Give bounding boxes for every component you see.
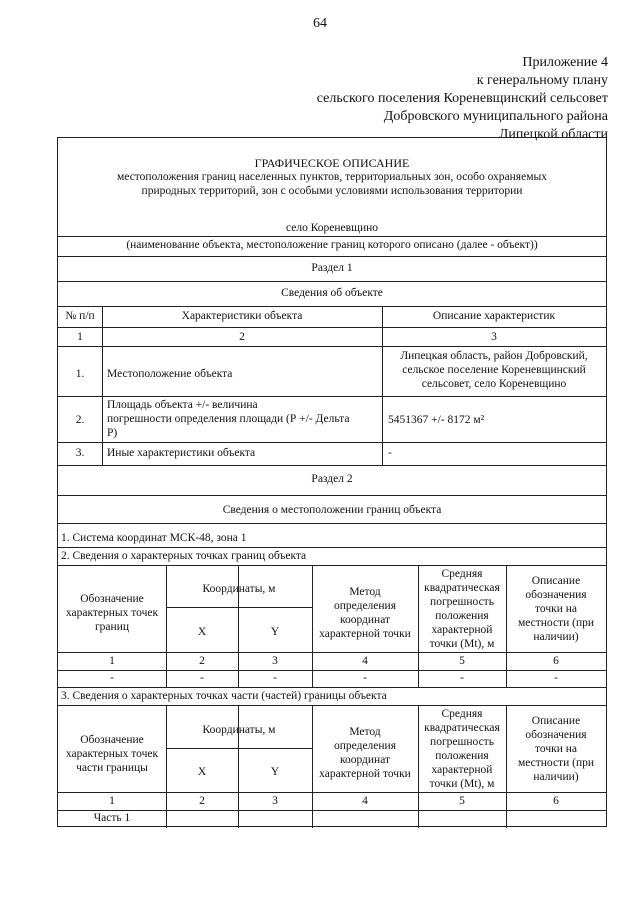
dash-cell: -	[554, 672, 558, 684]
dash-cell: -	[273, 672, 277, 684]
idx-cell: 1	[109, 795, 115, 807]
idx-cell: 4	[362, 795, 368, 807]
method-header-line: определения	[333, 600, 396, 612]
designation-part-header-line: Обозначение	[80, 734, 144, 746]
error-header-line: точки (Mt), м	[429, 778, 495, 790]
form-subtitle-2: природных территорий, зон с особыми условиями использования территории	[141, 185, 523, 197]
coordinate-system: 1. Система координат МСК-48, зона 1	[61, 532, 247, 544]
error-header-line: квадратическая	[424, 582, 500, 594]
method-header-line: характерной точки	[319, 628, 411, 640]
annex-header	[228, 54, 608, 144]
dash-cell: -	[460, 672, 464, 684]
section1-title: Раздел 1	[311, 262, 353, 274]
designation-header-line: характерных точек	[65, 607, 159, 619]
method-header-line: определения	[333, 740, 396, 752]
idx-cell: 4	[362, 655, 368, 667]
idx-cell: 2	[239, 331, 245, 343]
y-header: Y	[270, 766, 280, 778]
dash-cell: -	[200, 672, 204, 684]
description-header-line: точки на	[535, 603, 577, 615]
row-num: 2.	[75, 414, 85, 426]
row-label-line: Р)	[107, 427, 118, 439]
designation-part-header-line: части границы	[76, 762, 148, 774]
col-desc-header: Описание характеристик	[432, 310, 556, 322]
row-value: 5451367 +/- 8172 м²	[388, 414, 485, 426]
description-header-line: Описание	[531, 575, 581, 587]
description-header-line: Описание	[531, 715, 581, 727]
points-section-title: 2. Сведения о характерных точках границ объекта	[61, 550, 307, 562]
dash-cell: -	[110, 672, 114, 684]
description-header-line: точки на	[535, 743, 577, 755]
x-header: X	[197, 766, 207, 778]
description-header-line: местности (при	[517, 757, 595, 769]
parts-section-title: 3. Сведения о характерных точках части (частей) границы объекта	[61, 690, 387, 702]
col-char-header: Характеристики объекта	[181, 310, 303, 322]
error-header-line: характерной	[431, 764, 493, 776]
method-header-line: координат	[339, 754, 391, 766]
object-name: село Кореневщино	[285, 222, 379, 234]
row-label: Иные характеристики объекта	[107, 447, 256, 459]
designation-header-line: границ	[94, 621, 130, 633]
method-header-line: координат	[339, 614, 391, 626]
description-form	[57, 137, 607, 827]
section1-subtitle: Сведения об объекте	[281, 287, 383, 299]
col-num-header: № п/п	[65, 310, 95, 322]
section2-subtitle: Сведения о местоположении границ объекта	[222, 504, 442, 516]
idx-cell: 2	[199, 795, 205, 807]
row-label-line: Площадь объекта +/- величина	[107, 399, 258, 411]
idx-cell: 6	[553, 795, 559, 807]
idx-cell: 1	[109, 655, 115, 667]
coords-header: Координаты, м	[202, 724, 276, 736]
y-header: Y	[270, 626, 280, 638]
error-header-line: точки (Mt), м	[429, 638, 495, 650]
idx-cell: 3	[491, 331, 497, 343]
x-header: X	[197, 626, 207, 638]
error-header-line: характерной	[431, 624, 493, 636]
annex-line-2: к генеральному плану	[476, 73, 608, 88]
dash-cell: -	[363, 672, 367, 684]
row-num: 3.	[75, 447, 85, 459]
row-num: 1.	[75, 368, 85, 380]
row-value-line: сельсовет, село Кореневщино	[421, 378, 567, 390]
description-header-line: наличии)	[533, 631, 579, 643]
page-number: 64	[313, 16, 327, 31]
error-header-line: положения	[435, 750, 489, 762]
method-header-line: характерной точки	[319, 768, 411, 780]
form-subtitle-1: местоположения границ населенных пунктов, территориальных зон, особо охраняемых	[117, 171, 547, 183]
annex-line-4: Добровского муниципального района	[383, 109, 608, 124]
part-label: Часть 1	[93, 812, 131, 824]
designation-header-line: Обозначение	[80, 593, 144, 605]
row-value-line: Липецкая область, район Добровский,	[400, 350, 588, 362]
idx-cell: 1	[77, 331, 83, 343]
row-label: Местоположение объекта	[107, 368, 233, 380]
error-header-line: Средняя	[441, 568, 483, 580]
description-header-line: местности (при	[517, 617, 595, 629]
idx-cell: 2	[199, 655, 205, 667]
error-header-line: погрешность	[430, 596, 494, 608]
description-header-line: обозначения	[525, 729, 587, 741]
method-header-line: Метод	[349, 726, 381, 738]
idx-cell: 5	[459, 655, 465, 667]
row-value-line: сельское поселение Кореневщинский	[402, 364, 586, 376]
error-header-line: квадратическая	[424, 722, 500, 734]
description-header-line: наличии)	[533, 771, 579, 783]
designation-part-header-line: характерных точек	[65, 748, 159, 760]
description-header-line: обозначения	[525, 589, 587, 601]
form-title: ГРАФИЧЕСКОЕ ОПИСАНИЕ	[254, 156, 410, 170]
annex-line-5: Липецкой области	[498, 127, 608, 142]
row-value: -	[388, 447, 392, 459]
idx-cell: 3	[272, 655, 278, 667]
annex-line-1: Приложение 4	[522, 55, 608, 70]
error-header-line: положения	[435, 610, 489, 622]
row-label-line: погрешности определения площади (Р +/- Дельта	[107, 413, 350, 425]
error-header-line: Средняя	[441, 708, 483, 720]
section2-title: Раздел 2	[311, 473, 353, 485]
object-caption: (наименование объекта, местоположение границ которого описано (далее - объект))	[126, 239, 538, 251]
error-header-line: погрешность	[430, 736, 494, 748]
idx-cell: 6	[553, 655, 559, 667]
idx-cell: 3	[272, 795, 278, 807]
method-header-line: Метод	[349, 586, 381, 598]
coords-header: Координаты, м	[202, 583, 276, 595]
idx-cell: 5	[459, 795, 465, 807]
annex-line-3: сельского поселения Кореневщинский сельсовет	[316, 91, 608, 106]
